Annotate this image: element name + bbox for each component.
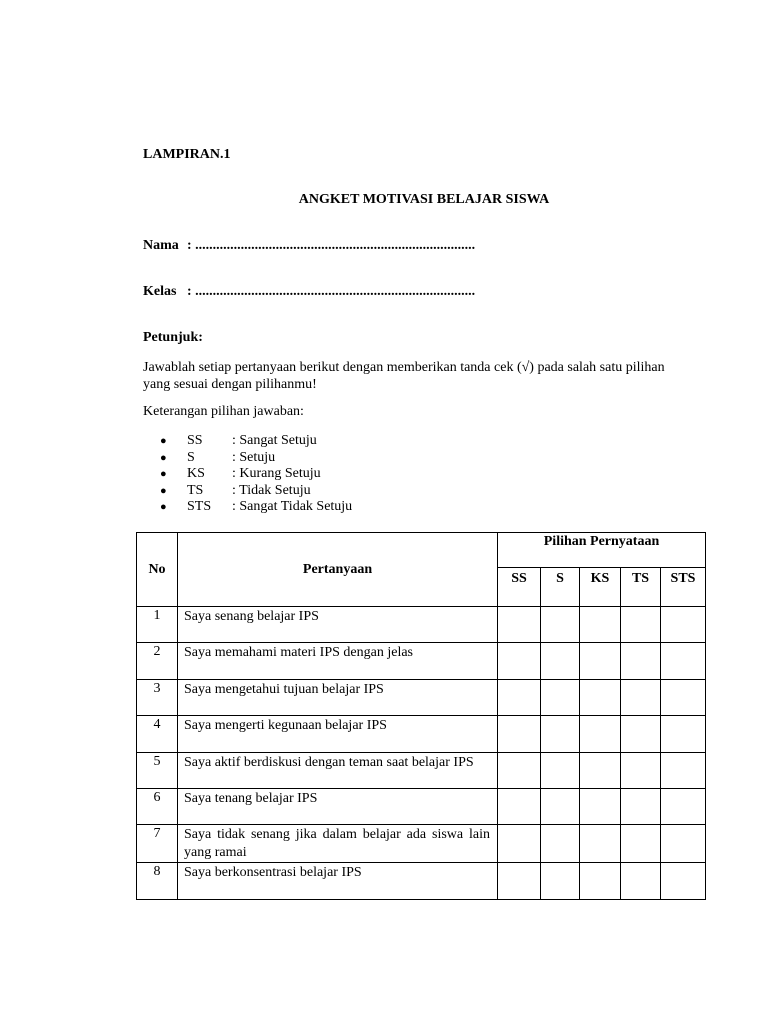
instructions-heading: Petunjuk: [143,330,203,345]
answer-cell-sts[interactable] [661,679,706,715]
answer-cell-ts[interactable] [621,788,661,824]
column-header-group: Pilihan Pernyataan [498,533,706,568]
answer-cell-ss[interactable] [498,679,541,715]
questionnaire-table [136,532,706,900]
row-number: 6 [137,788,178,824]
answer-cell-ks[interactable] [580,607,621,643]
column-header-question: Pertanyaan [178,533,498,607]
answer-cell-ss[interactable] [498,788,541,824]
row-number: 8 [137,863,178,899]
answer-cell-ts[interactable] [621,825,661,863]
legend-code: TS [187,482,204,498]
answer-cell-s[interactable] [541,607,580,643]
answer-cell-sts[interactable] [661,825,706,863]
table-row [137,643,706,679]
legend-title: Keterangan pilihan jawaban: [143,404,304,419]
option-header-ts: TS [621,568,661,607]
answer-cell-ks[interactable] [580,788,621,824]
bullet-icon: ● [160,484,167,497]
question-text: Saya berkonsentrasi belajar IPS [178,863,498,899]
name-field-blank: ................................................................................ [195,238,476,253]
answer-cell-ts[interactable] [621,716,661,752]
answer-cell-s[interactable] [541,643,580,679]
class-field-blank: ................................................................................ [195,284,476,299]
row-number: 4 [137,716,178,752]
legend-code: S [187,449,195,465]
answer-cell-ss[interactable] [498,863,541,899]
table-row [137,716,706,752]
bullet-icon: ● [160,501,167,514]
instructions-text: Jawablah setiap pertanyaan berikut dengan memberikan tanda cek (√) pada salah satu pilihan yang sesuai dengan pilihanmu! [143,360,665,392]
answer-cell-ss[interactable] [498,752,541,788]
answer-cell-s[interactable] [541,788,580,824]
question-text: Saya aktif berdiskusi dengan teman saat belajar IPS [178,752,498,788]
legend-desc: : Kurang Setuju [232,466,321,482]
answer-cell-ss[interactable] [498,643,541,679]
question-text: Saya memahami materi IPS dengan jelas [178,643,498,679]
legend-desc: : Tidak Setuju [232,482,311,498]
table-row [137,788,706,824]
column-header-no: No [137,533,178,607]
table-row [137,679,706,715]
row-number: 5 [137,752,178,788]
answer-cell-ss[interactable] [498,716,541,752]
document-title: ANGKET MOTIVASI BELAJAR SISWA [298,192,550,207]
name-field-separator: : [187,238,192,253]
table-row [137,752,706,788]
class-field-separator: : [187,284,192,299]
row-number: 7 [137,825,178,863]
question-text: Saya mengetahui tujuan belajar IPS [178,679,498,715]
legend-desc: : Sangat Tidak Setuju [232,499,353,515]
answer-cell-ts[interactable] [621,607,661,643]
answer-cell-ks[interactable] [580,643,621,679]
answer-cell-sts[interactable] [661,607,706,643]
answer-cell-s[interactable] [541,752,580,788]
bullet-icon: ● [160,451,167,464]
class-field-label: Kelas [143,284,177,299]
option-header-sts: STS [661,568,706,607]
answer-cell-ss[interactable] [498,607,541,643]
answer-cell-ks[interactable] [580,752,621,788]
bullet-icon: ● [160,468,167,481]
name-field-label: Nama [143,238,179,253]
name-field [143,238,475,254]
legend-desc: : Setuju [232,449,276,465]
question-text: Saya tidak senang jika dalam belajar ada siswa lain yang ramai [178,825,498,863]
option-header-s: S [541,568,580,607]
answer-cell-sts[interactable] [661,716,706,752]
bullet-icon: ● [160,435,167,447]
row-number: 1 [137,607,178,643]
question-text: Saya senang belajar IPS [178,607,498,643]
answer-cell-sts[interactable] [661,863,706,899]
answer-cell-ks[interactable] [580,825,621,863]
answer-cell-ts[interactable] [621,863,661,899]
answer-cell-ts[interactable] [621,643,661,679]
answer-cell-sts[interactable] [661,752,706,788]
answer-cell-sts[interactable] [661,643,706,679]
legend-code: STS [187,499,212,515]
answer-cell-ss[interactable] [498,825,541,863]
table-row [137,607,706,643]
answer-cell-ks[interactable] [580,716,621,752]
class-field [143,284,475,300]
option-header-ss: SS [498,568,541,607]
question-text: Saya mengerti kegunaan belajar IPS [178,716,498,752]
answer-cell-sts[interactable] [661,788,706,824]
legend-desc: : Sangat Setuju [232,433,317,448]
answer-cell-s[interactable] [541,825,580,863]
option-header-ks: KS [580,568,621,607]
row-number: 3 [137,679,178,715]
answer-cell-ks[interactable] [580,679,621,715]
answer-cell-ks[interactable] [580,863,621,899]
row-number: 2 [137,643,178,679]
legend-code: KS [187,466,205,482]
legend-code: SS [187,433,203,448]
answer-cell-ts[interactable] [621,679,661,715]
answer-cell-s[interactable] [541,679,580,715]
table-row [137,825,706,863]
question-text: Saya tenang belajar IPS [178,788,498,824]
table-row [137,863,706,899]
answer-cell-s[interactable] [541,716,580,752]
appendix-label: LAMPIRAN.1 [143,147,231,162]
answer-cell-s[interactable] [541,863,580,899]
answer-cell-ts[interactable] [621,752,661,788]
